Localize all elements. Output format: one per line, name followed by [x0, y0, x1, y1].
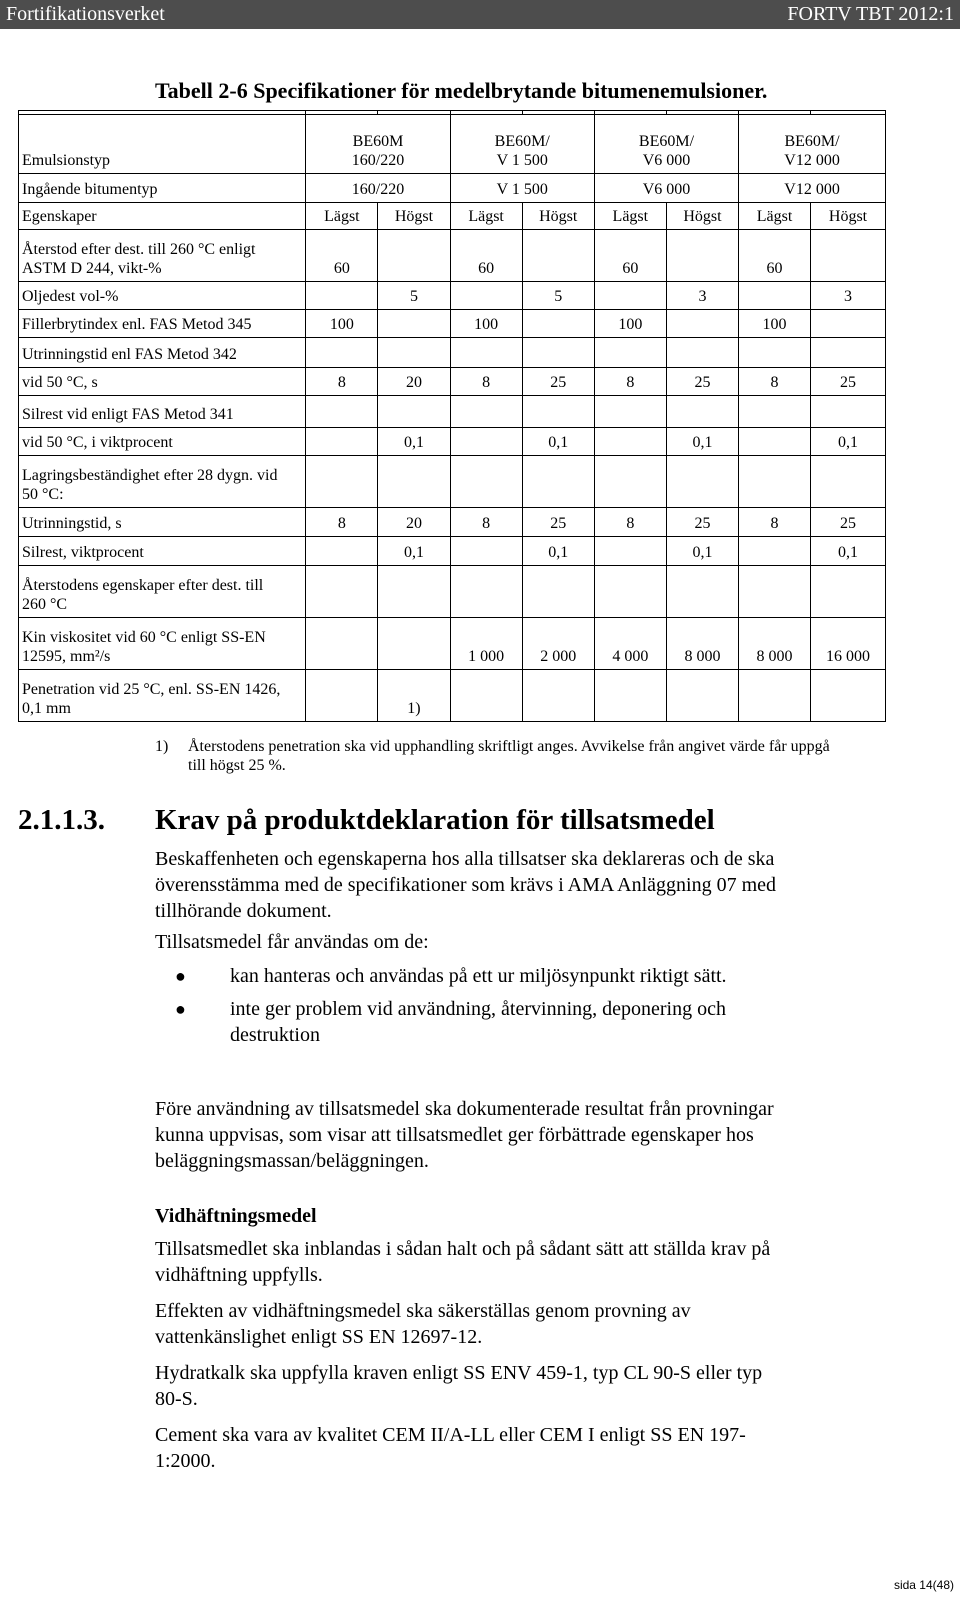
max-header: Högst	[522, 203, 594, 230]
value-cell	[450, 428, 522, 456]
row-label: Återstodens egenskaper efter dest. till 260 °C	[19, 566, 306, 618]
value-cell: 4 000	[594, 618, 666, 670]
table-row	[19, 508, 886, 537]
value-cell	[739, 670, 811, 722]
emulsion-type-cell: BE60M/ V6 000	[594, 115, 738, 174]
value-cell	[378, 310, 450, 338]
value-cell	[450, 537, 522, 566]
value-cell: 0,1	[378, 537, 450, 566]
value-cell: 60	[450, 230, 522, 282]
value-cell	[594, 670, 666, 722]
value-cell	[522, 566, 594, 618]
min-header: Lägst	[739, 203, 811, 230]
value-cell: 25	[666, 508, 738, 537]
value-cell	[306, 670, 378, 722]
value-cell	[739, 428, 811, 456]
value-cell	[594, 282, 666, 310]
table-row	[19, 428, 886, 456]
page-number: sida 14(48)	[893, 1578, 954, 1592]
table-row	[19, 456, 886, 508]
value-cell: 8	[450, 368, 522, 396]
value-cell	[306, 456, 378, 508]
value-cell	[666, 566, 738, 618]
value-cell	[522, 670, 594, 722]
value-cell	[306, 566, 378, 618]
value-cell: 8	[739, 368, 811, 396]
value-cell	[450, 338, 522, 368]
paragraph-cement: Cement ska vara av kvalitet CEM II/A-LL eller CEM I enligt SS EN 197- 1:2000.	[155, 1424, 746, 1472]
bullet-item-2: inte ger problem vid användning, återvinning, deponering och destruktion	[230, 998, 726, 1046]
value-cell	[522, 396, 594, 428]
table-row	[19, 203, 886, 230]
value-cell: 25	[522, 368, 594, 396]
value-cell	[522, 456, 594, 508]
value-cell: 0,1	[522, 537, 594, 566]
value-cell	[522, 338, 594, 368]
specification-table	[18, 110, 886, 722]
bullet-icon: ●	[175, 999, 186, 1019]
value-cell: 5	[378, 282, 450, 310]
value-cell	[811, 396, 886, 428]
table-caption: Tabell 2-6 Specifikationer för medelbrytande bitumenemulsioner.	[155, 78, 768, 103]
subheading-adhesion: Vidhäftningsmedel	[155, 1205, 317, 1227]
section-title: Krav på produktdeklaration för tillsatsmedel	[155, 804, 715, 836]
value-cell: 100	[739, 310, 811, 338]
value-cell: 0,1	[378, 428, 450, 456]
row-label: Egenskaper	[19, 203, 306, 230]
value-cell: 20	[378, 368, 450, 396]
bullet-icon: ●	[175, 966, 186, 986]
value-cell	[594, 428, 666, 456]
value-cell: 25	[522, 508, 594, 537]
value-cell: 8	[306, 368, 378, 396]
document-code: FORTV TBT 2012:1	[787, 3, 954, 25]
row-label: Kin viskositet vid 60 °C enligt SS-EN 12595, mm²/s	[19, 618, 306, 670]
table-row	[19, 368, 886, 396]
value-cell	[594, 566, 666, 618]
table-row	[19, 115, 886, 174]
value-cell: 8 000	[739, 618, 811, 670]
table-row	[19, 396, 886, 428]
row-label: Penetration vid 25 °C, enl. SS-EN 1426, 0,1 mm	[19, 670, 306, 722]
value-cell: 8 000	[666, 618, 738, 670]
bitumen-type-cell: V12 000	[739, 174, 886, 203]
value-cell: 0,1	[666, 428, 738, 456]
row-label: Återstod efter dest. till 260 °C enligt ASTM D 244, vikt-%	[19, 230, 306, 282]
value-cell	[522, 310, 594, 338]
value-cell	[306, 537, 378, 566]
value-cell	[594, 537, 666, 566]
value-cell	[739, 537, 811, 566]
table-row	[19, 566, 886, 618]
table-row	[19, 282, 886, 310]
bitumen-type-cell: V 1 500	[450, 174, 594, 203]
value-cell: 8	[739, 508, 811, 537]
row-label: Silrest vid enligt FAS Metod 341	[19, 396, 306, 428]
bitumen-type-cell: V6 000	[594, 174, 738, 203]
value-cell	[666, 310, 738, 338]
value-cell: 8	[306, 508, 378, 537]
table-row	[19, 338, 886, 368]
value-cell	[594, 456, 666, 508]
value-cell	[666, 670, 738, 722]
min-header: Lägst	[450, 203, 522, 230]
value-cell	[450, 282, 522, 310]
paragraph-adhesion-2: Effekten av vidhäftningsmedel ska säkerställas genom provning av vattenkänslighet enligt SS EN 12697-12.	[155, 1300, 691, 1348]
value-cell: 5	[522, 282, 594, 310]
row-label: Utrinningstid enl FAS Metod 342	[19, 338, 306, 368]
value-cell	[306, 282, 378, 310]
value-cell: 60	[739, 230, 811, 282]
value-cell	[666, 230, 738, 282]
paragraph-documentation: Före användning av tillsatsmedel ska dokumenterade resultat från provningar kunna uppvisas, som visar att tillsatsmedlet ger förbättrade egenskaper hos beläggningsmassan/beläggningen.	[155, 1098, 774, 1172]
paragraph-hydrated-lime: Hydratkalk ska uppfylla kraven enligt SS ENV 459-1, typ CL 90-S eller typ 80-S.	[155, 1362, 763, 1410]
value-cell: 3	[811, 282, 886, 310]
row-label: Emulsionstyp	[19, 115, 306, 174]
row-label: vid 50 °C, s	[19, 368, 306, 396]
row-label: vid 50 °C, i viktprocent	[19, 428, 306, 456]
value-cell: 8	[594, 368, 666, 396]
value-cell: 1 000	[450, 618, 522, 670]
table-row	[19, 618, 886, 670]
value-cell	[378, 230, 450, 282]
table-row	[19, 537, 886, 566]
value-cell	[450, 670, 522, 722]
value-cell	[739, 456, 811, 508]
footnote-text: Återstodens penetration ska vid upphandling skriftligt anges. Avvikelse från angivet värde får uppgå till högst 25 %.	[188, 738, 830, 774]
value-cell	[306, 618, 378, 670]
section-number: 2.1.1.3.	[18, 804, 105, 836]
paragraph-requirements: Beskaffenheten och egenskaperna hos alla tillsatser ska deklareras och de ska överensstämma med de specifikationer som krävs i AMA Anläggning 07 med tillhörande dokument.	[155, 848, 776, 922]
max-header: Högst	[378, 203, 450, 230]
emulsion-type-cell: BE60M/ V12 000	[739, 115, 886, 174]
value-cell	[811, 230, 886, 282]
value-cell: 100	[594, 310, 666, 338]
value-cell	[811, 310, 886, 338]
max-header: Högst	[811, 203, 886, 230]
value-cell: 60	[306, 230, 378, 282]
value-cell	[450, 566, 522, 618]
value-cell	[450, 396, 522, 428]
value-cell: 100	[306, 310, 378, 338]
value-cell	[811, 456, 886, 508]
value-cell: 25	[811, 368, 886, 396]
value-cell: 8	[450, 508, 522, 537]
value-cell	[306, 338, 378, 368]
value-cell	[450, 456, 522, 508]
value-cell	[378, 566, 450, 618]
value-cell: 25	[666, 368, 738, 396]
value-cell	[739, 338, 811, 368]
value-cell: 8	[594, 508, 666, 537]
value-cell: 0,1	[811, 537, 886, 566]
value-cell	[378, 396, 450, 428]
value-cell	[378, 338, 450, 368]
value-cell: 20	[378, 508, 450, 537]
row-label: Fillerbrytindex enl. FAS Metod 345	[19, 310, 306, 338]
organization-name: Fortifikationsverket	[6, 3, 165, 25]
value-cell: 0,1	[811, 428, 886, 456]
max-header: Högst	[666, 203, 738, 230]
value-cell	[594, 338, 666, 368]
value-cell	[811, 338, 886, 368]
value-cell: 25	[811, 508, 886, 537]
emulsion-type-cell: BE60M/ V 1 500	[450, 115, 594, 174]
value-cell	[739, 396, 811, 428]
min-header: Lägst	[594, 203, 666, 230]
table-row	[19, 174, 886, 203]
value-cell	[666, 456, 738, 508]
value-cell: 1)	[378, 670, 450, 722]
paragraph-adhesion-1: Tillsatsmedlet ska inblandas i sådan halt och på sådant sätt att ställda krav på vidhäftning uppfylls.	[155, 1238, 771, 1286]
value-cell	[739, 282, 811, 310]
value-cell	[378, 456, 450, 508]
value-cell	[594, 396, 666, 428]
value-cell: 16 000	[811, 618, 886, 670]
value-cell	[306, 428, 378, 456]
paragraph-usage: Tillsatsmedel får användas om de:	[155, 931, 429, 953]
value-cell	[378, 618, 450, 670]
value-cell	[666, 396, 738, 428]
value-cell	[811, 566, 886, 618]
row-label: Lagringsbeständighet efter 28 dygn. vid 50 °C:	[19, 456, 306, 508]
value-cell: 2 000	[522, 618, 594, 670]
value-cell: 100	[450, 310, 522, 338]
table-row	[19, 310, 886, 338]
bullet-item-1: kan hanteras och användas på ett ur miljösynpunkt riktigt sätt.	[230, 965, 727, 987]
document-header	[0, 0, 960, 29]
min-header: Lägst	[306, 203, 378, 230]
value-cell: 3	[666, 282, 738, 310]
emulsion-type-cell: BE60M 160/220	[306, 115, 450, 174]
value-cell	[666, 338, 738, 368]
value-cell	[811, 670, 886, 722]
bitumen-type-cell: 160/220	[306, 174, 450, 203]
value-cell	[739, 566, 811, 618]
footnote-marker: 1)	[155, 738, 169, 755]
row-label: Utrinningstid, s	[19, 508, 306, 537]
row-label: Silrest, viktprocent	[19, 537, 306, 566]
value-cell: 60	[594, 230, 666, 282]
row-label: Oljedest vol-%	[19, 282, 306, 310]
value-cell	[306, 396, 378, 428]
table-row	[19, 230, 886, 282]
row-label: Ingående bitumentyp	[19, 174, 306, 203]
value-cell: 0,1	[522, 428, 594, 456]
value-cell: 0,1	[666, 537, 738, 566]
value-cell	[522, 230, 594, 282]
table-row	[19, 670, 886, 722]
